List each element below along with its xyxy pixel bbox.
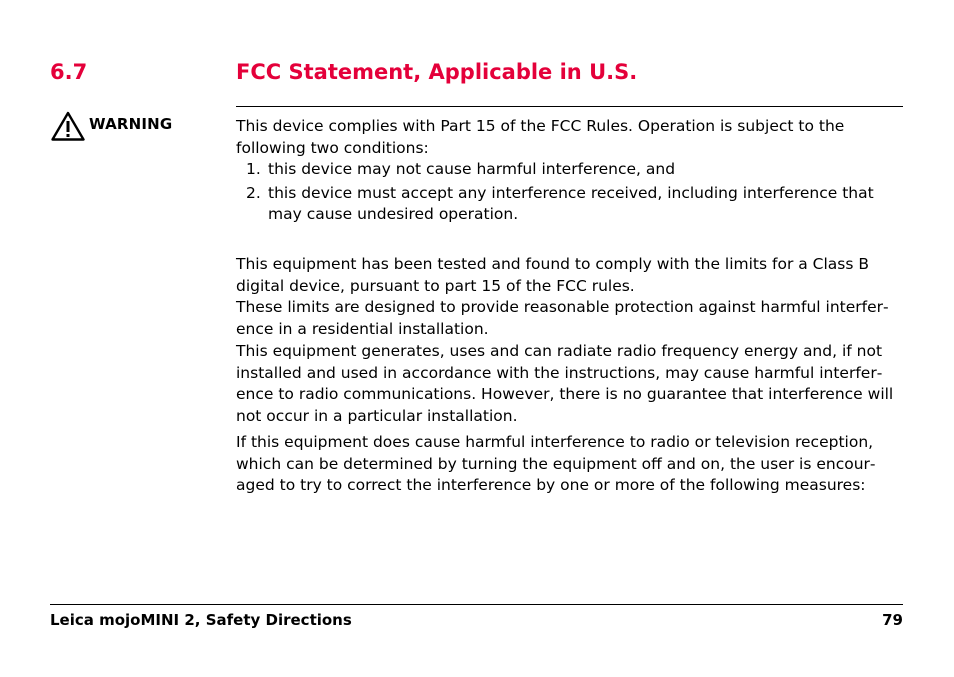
list-item-number: 2. (246, 183, 261, 202)
measures-paragraph: If this equipment does cause harmful interference to radio or television reception, which can be determined by turning the equipment off and on, the user is encouraged to try to correct the interference by one or more of the following measures: (236, 433, 876, 495)
header-rule (236, 106, 903, 107)
footer-title: Leica mojoMINI 2, Safety Directions (50, 611, 352, 629)
list-item (236, 183, 908, 226)
section-number: 6.7 (50, 60, 88, 84)
tested-paragraph: This equipment has been tested and found to comply with the limits for a Class B digital device, pursuant to part 15 of the FCC rules. (236, 255, 870, 295)
warning-label: WARNING (89, 115, 173, 133)
list-item-text: this device may not cause harmful interference, and (268, 160, 676, 178)
conditions-list (236, 159, 908, 228)
generates-paragraph: This equipment generates, uses and can radiate radio frequency energy and, if not installed and used in accordance with the instructions, may cause harmful interference to radio communications. However, there is no guarantee that interference will not occur in a particular installation. (236, 341, 894, 425)
section-title: FCC Statement, Applicable in U.S. (236, 60, 638, 84)
page-number: 79 (882, 611, 903, 629)
list-item-text: this device must accept any interference received, including interference that may cause undesired operation. (268, 183, 874, 224)
list-item-number: 1. (246, 160, 261, 178)
limits-paragraph: These limits are designed to provide reasonable protection against harmful interference in a residential installation. (236, 298, 889, 339)
class-b-section (236, 254, 908, 428)
footer-rule (50, 604, 903, 605)
warning-triangle-icon (51, 111, 85, 141)
list-item (236, 159, 908, 181)
intro-paragraph: This device complies with Part 15 of the FCC Rules. Operation is subject to the following two conditions: (236, 117, 845, 157)
